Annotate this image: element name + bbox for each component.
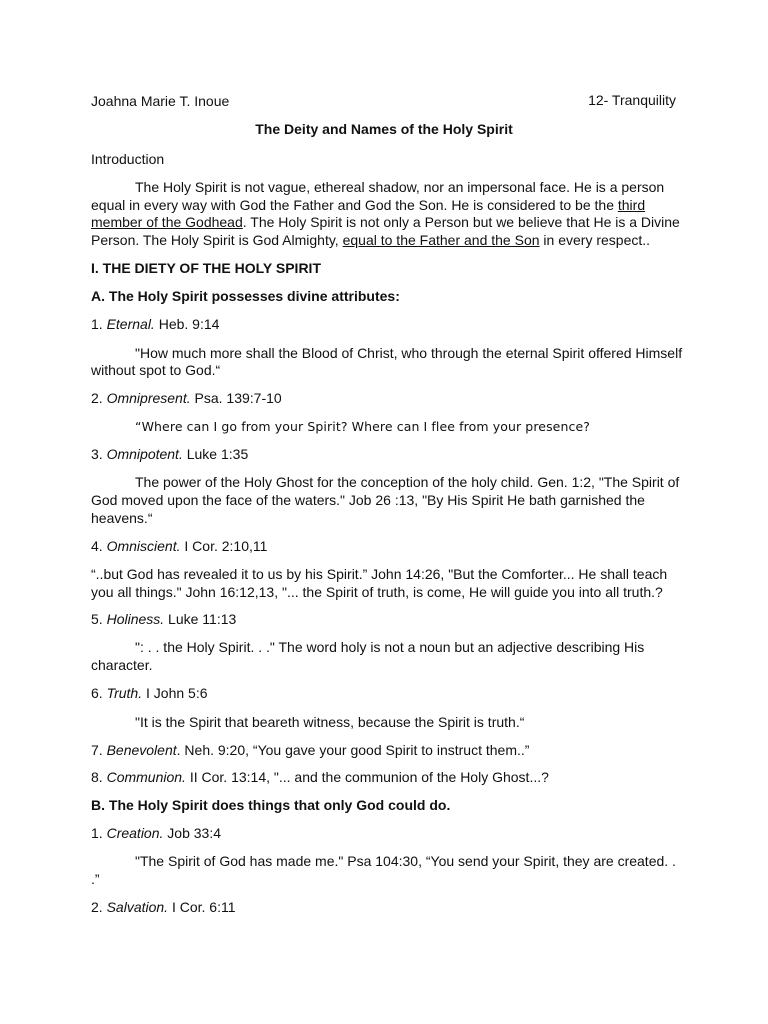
class-section: 12- Tranquility [588,92,676,108]
list-item [91,389,282,407]
item-reference: I Cor. 6:11 [168,899,236,915]
section-heading: I. THE DIETY OF THE HOLY SPIRIT [91,260,322,276]
intro-text: in every respect.. [539,232,651,248]
item-number: 7. [91,742,107,758]
intro-line [91,231,650,249]
list-item [91,741,529,759]
document-title: The Deity and Names of the Holy Spirit [255,121,513,137]
intro-text: equal in every way with God the Father and God the Son. He is considered to be the [91,197,618,213]
quote-line: ": . . the Holy Spirit. . ." The word holy is not a noun but an adjective describing His [135,639,645,655]
quote-line: The power of the Holy Ghost for the conception of the holy child. Gen. 1:2, "The Spirit of [135,474,680,490]
list-item [91,315,219,333]
quote-line: heavens.“ [91,510,153,526]
intro-line: The Holy Spirit is not vague, ethereal shadow, nor an impersonal face. He is a person [135,179,665,195]
item-name: Truth. [106,685,143,701]
author-name: Joahna Marie T. Inoue [91,93,230,109]
item-name: Omniscient. [106,538,181,554]
item-number: 1. [91,316,107,332]
quote-line: .” [91,871,100,887]
quote-line: without spot to God.“ [91,362,221,378]
list-item [91,537,267,555]
item-name: Omnipresent. [106,390,191,406]
item-number: 4. [91,538,107,554]
list-item [91,445,248,463]
quote-line: "The Spirit of God has made me." Psa 104:30, “You send your Spirit, they are created. . [135,853,676,869]
list-item [91,610,236,628]
subsection-heading: A. The Holy Spirit possesses divine attributes: [91,288,400,304]
item-number: 2. [91,899,107,915]
subsection-heading: B. The Holy Spirit does things that only God could do. [91,797,451,813]
intro-text: Person. The Holy Spirit is God Almighty, [91,232,343,248]
item-reference: II Cor. 13:14, "... and the communion of the Holy Ghost...? [185,769,549,785]
item-reference: I John 5:6 [142,685,208,701]
item-reference: I Cor. 2:10,11 [180,538,268,554]
item-reference: Luke 1:35 [182,446,249,462]
item-number: 6. [91,685,107,701]
intro-underlined: third [617,197,646,213]
quote-line: "How much more shall the Blood of Christ, who through the eternal Spirit offered Himself [135,345,683,361]
intro-underlined: member of the Godhead [91,214,243,230]
intro-underlined: equal to the Father and the Son [342,232,540,248]
item-reference: Heb. 9:14 [154,316,220,332]
intro-heading: Introduction [91,151,165,167]
item-name: Omnipotent. [106,446,183,462]
list-item [91,684,208,702]
item-reference: Psa. 139:7-10 [190,390,282,406]
item-number: 5. [91,611,107,627]
quote-line: character. [91,657,153,673]
item-reference: Job 33:4 [163,825,221,841]
item-reference: . Neh. 9:20, “You gave your good Spirit to instruct them..” [176,742,530,758]
item-number: 1. [91,825,107,841]
item-reference: Luke 11:13 [164,611,237,627]
list-item [91,824,221,842]
item-name: Communion. [106,769,186,785]
item-name: Creation. [106,825,164,841]
item-name: Holiness. [106,611,165,627]
item-number: 3. [91,446,107,462]
quote-line: “..but God has revealed it to us by his Spirit.” John 14:26, "But the Comforter... He shall teach [91,566,668,582]
quote-line: "It is the Spirit that beareth witness, because the Spirit is truth.“ [135,714,525,730]
quote-line: you all things." John 16:12,13, "... the Spirit of truth, is come, He will guide you into all truth.? [91,584,663,600]
quote-line: God moved upon the face of the waters." Job 26 :13, "By His Spirit He bath garnished the [91,492,645,508]
item-name: Salvation. [106,899,169,915]
intro-line [91,196,645,214]
item-number: 2. [91,390,107,406]
list-item [91,898,236,916]
intro-text: . The Holy Spirit is not only a Person but we believe that He is a Divine [242,214,680,230]
item-name: Eternal. [106,316,155,332]
intro-line [91,213,680,231]
list-item [91,768,549,786]
quote-line: “Where can I go from your Spirit? Where can I flee from your presence? [135,419,590,434]
item-number: 8. [91,769,107,785]
item-name: Benevolent [106,742,177,758]
